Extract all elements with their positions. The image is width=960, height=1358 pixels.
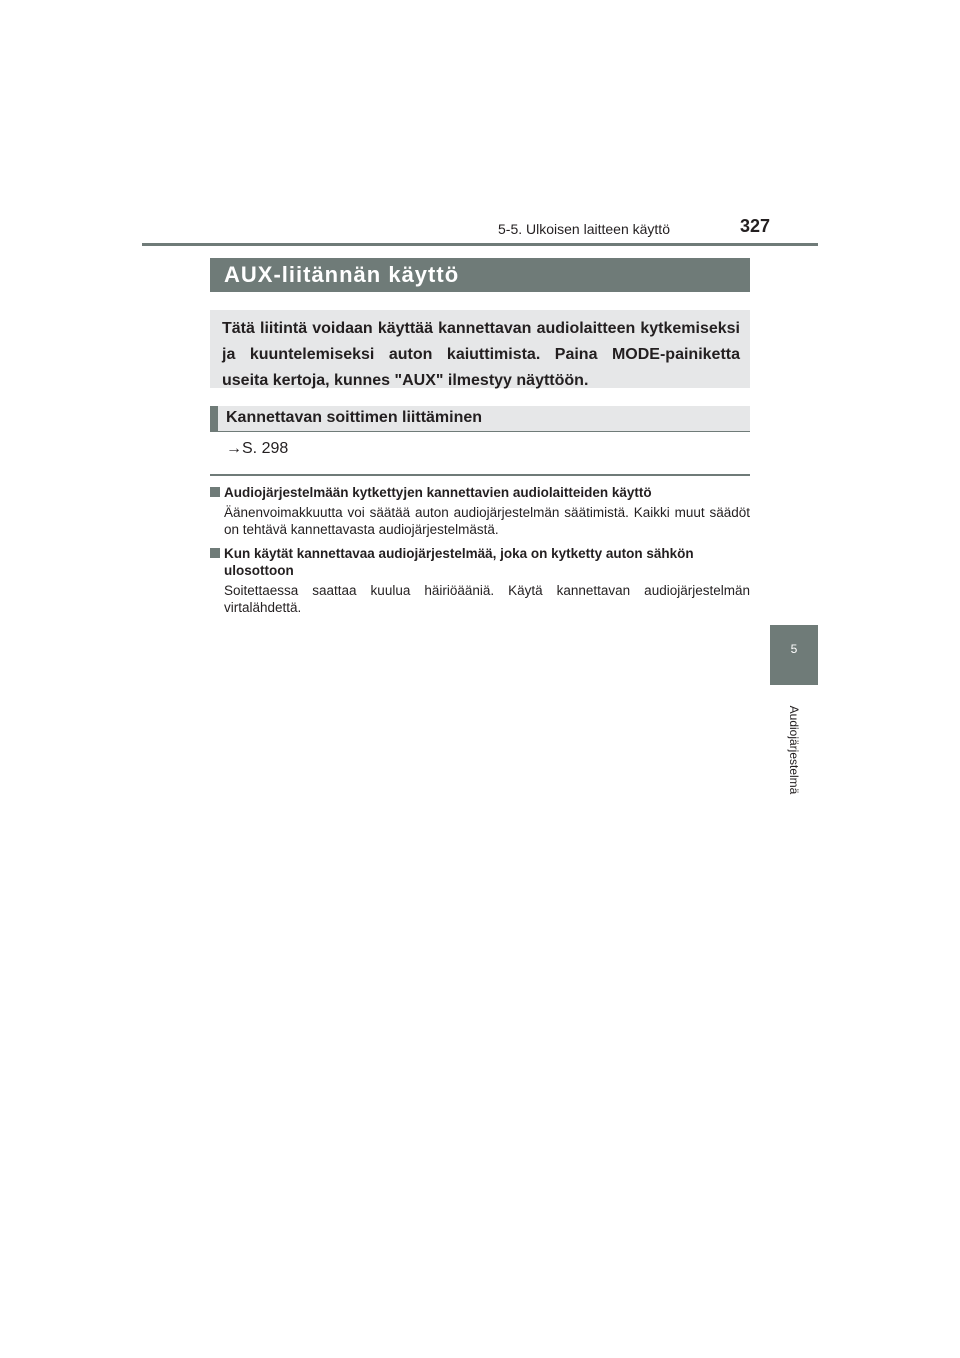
note-heading: Audiojärjestelmään kytkettyjen kannettavien audiolaitteiden käyttö <box>224 485 652 500</box>
header-section-title: 5-5. Ulkoisen laitteen käyttö <box>498 221 670 237</box>
page-reference-link[interactable]: →S. 298 <box>226 440 289 457</box>
header-divider <box>142 243 818 246</box>
subsection-title: Kannettavan soittimen liittäminen <box>210 406 750 432</box>
note-body: Soitettaessa saattaa kuulua häiriöääniä. Käytä kannettavan audiojärjestelmän virtalähdettä. <box>224 583 750 615</box>
bullet-square-icon <box>210 548 220 558</box>
intro-box <box>210 310 750 388</box>
chapter-label: Audiojärjestelmä <box>787 705 801 795</box>
intro-text: Tätä liitintä voidaan käyttää kannettavan audiolaitteen kytkemiseksi ja kuuntelemiseksi auton kaiuttimista. Paina MODE-painiketta useita kertoja, kunnes "AUX" ilmestyy näyttöön. <box>222 320 740 389</box>
page-title: AUX-liitännän käyttö <box>210 258 750 292</box>
note-body: Äänenvoimakkuutta voi säätää auton audiojärjestelmän säätimistä. Kaikki muut säädöt on tehtävä kannettavasta audiojärjestelmästä. <box>224 505 750 537</box>
note-heading: Kun käytät kannettavaa audiojärjestelmää, joka on kytketty auton sähkön ulosottoon <box>224 546 694 578</box>
bullet-square-icon <box>210 487 220 497</box>
note-item <box>210 545 750 616</box>
notes-divider <box>210 474 750 476</box>
note-item <box>210 484 750 538</box>
chapter-tab[interactable]: 5 <box>770 625 818 685</box>
page-number: 327 <box>740 216 771 236</box>
